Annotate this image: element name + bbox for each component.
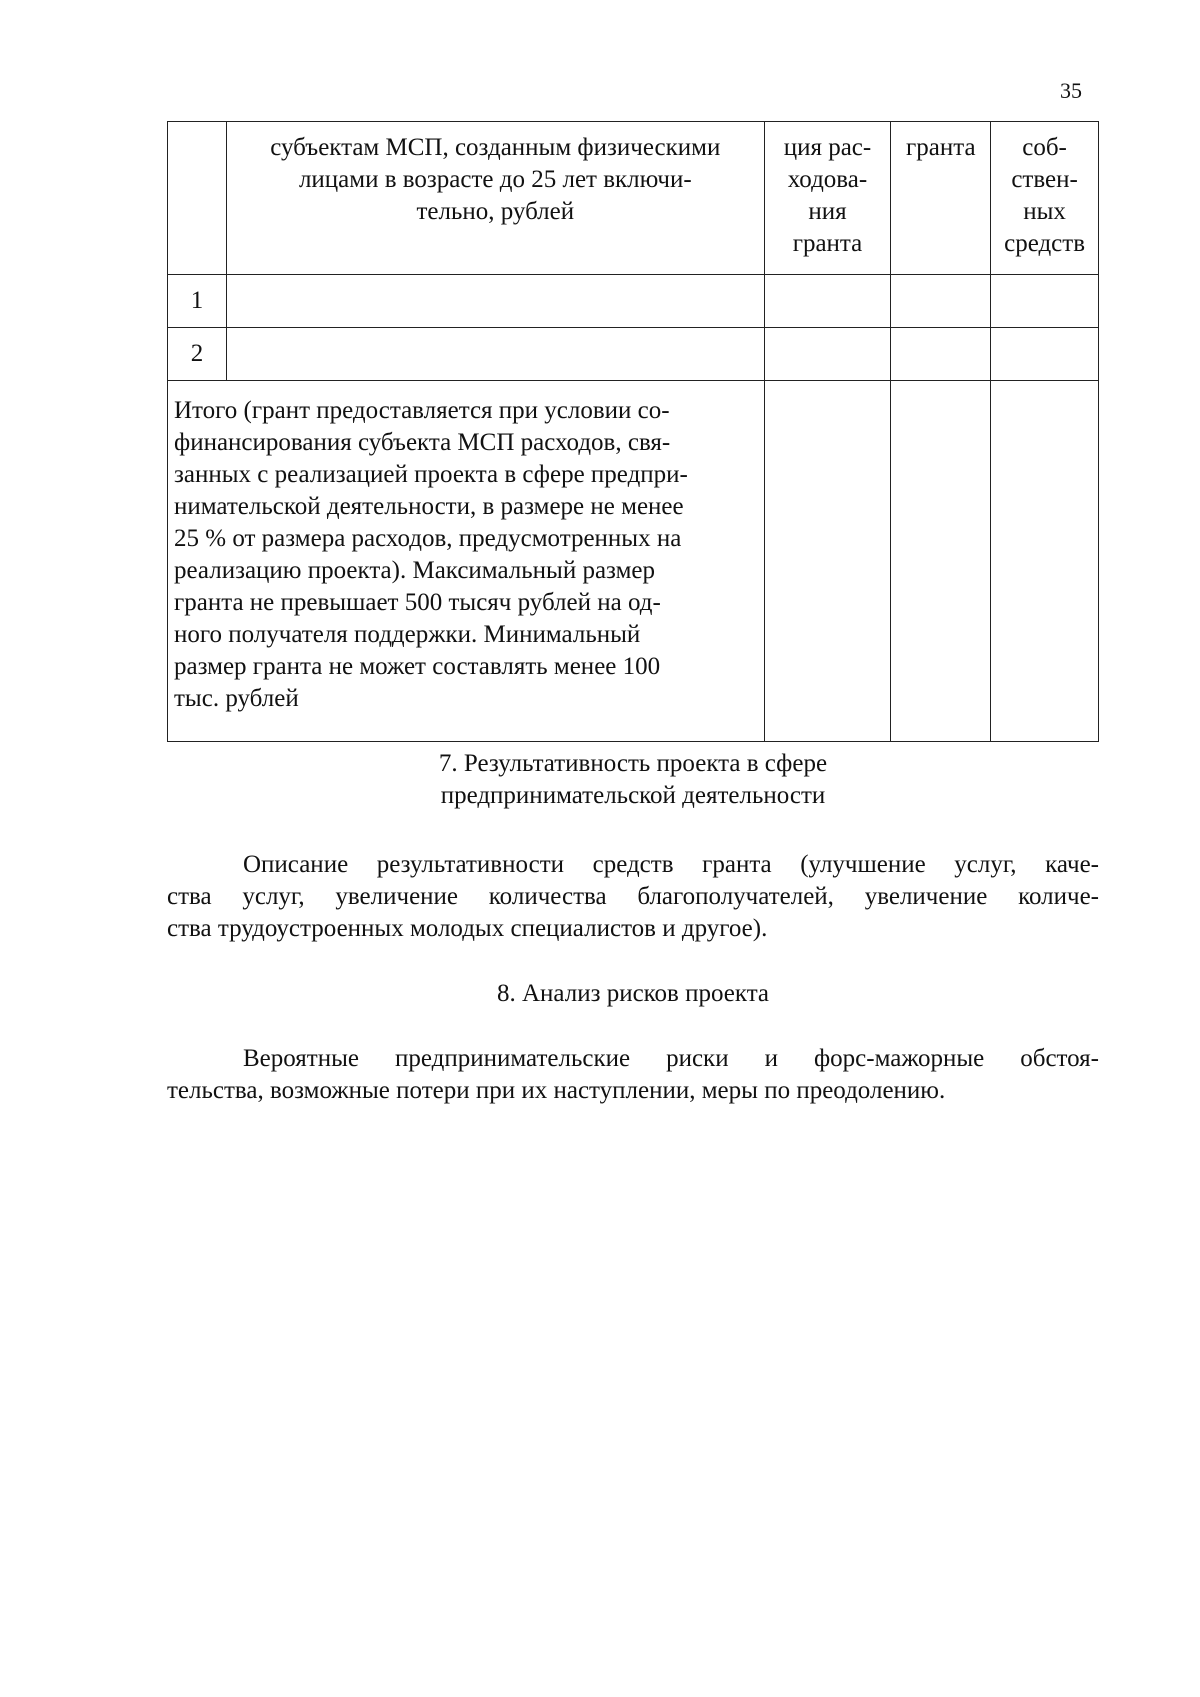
header-own-line: ных xyxy=(1023,198,1066,225)
row-own-funds-cell xyxy=(991,328,1099,381)
header-use-line: гранта xyxy=(792,230,863,257)
section-7-heading-line: 7. Результативность проекта в сфере xyxy=(438,750,828,777)
total-line: размер гранта не может составлять менее 100 xyxy=(174,653,661,680)
row-description-cell xyxy=(227,328,764,381)
header-description-line: лицами в возрасте до 25 лет включи- xyxy=(298,166,692,193)
section-7-text xyxy=(167,849,1099,945)
total-line: ного получателя поддержки. Минимальный xyxy=(174,621,641,648)
total-line: Итого (грант предоставляется при условии со- xyxy=(174,397,670,424)
total-description-cell xyxy=(168,381,765,742)
header-own-line: средств xyxy=(1004,230,1086,257)
header-grant-label: гранта xyxy=(906,134,976,161)
table-row xyxy=(168,328,1099,381)
total-line: нимательской деятельности, в размере не менее xyxy=(174,493,684,520)
header-use-line: ходова- xyxy=(787,166,868,193)
header-description-line: тельно, рублей xyxy=(416,198,575,225)
row-number: 1 xyxy=(168,275,227,328)
header-own-line: ствен- xyxy=(1011,166,1078,193)
row-own-funds-cell xyxy=(991,275,1099,328)
row-use-cell xyxy=(764,275,891,328)
header-use-cell xyxy=(764,122,891,275)
row-grant-cell xyxy=(891,275,991,328)
total-line: 25 % от размера расходов, предусмотренных на xyxy=(174,525,682,552)
total-own-funds-cell xyxy=(991,381,1099,742)
row-grant-cell xyxy=(891,328,991,381)
total-line: гранта не превышает 500 тысяч рублей на од- xyxy=(174,589,661,616)
table-total-row xyxy=(168,381,1099,742)
section-7-heading-line: предпринимательской деятельности xyxy=(440,782,826,809)
total-line: занных с реализацией проекта в сфере предпри- xyxy=(174,461,688,488)
total-line: реализацию проекта). Максимальный размер xyxy=(174,557,655,584)
header-grant-cell xyxy=(891,122,991,275)
total-line: тыс. рублей xyxy=(174,685,299,712)
row-number: 2 xyxy=(168,328,227,381)
section-8-text xyxy=(167,1043,1099,1107)
section-8-heading: 8. Анализ рисков проекта xyxy=(496,980,770,1007)
table-row xyxy=(168,275,1099,328)
header-own-funds-cell xyxy=(991,122,1099,275)
section-7-text-line: ства услуг, увеличение количества благополучателей, увеличение количе- xyxy=(167,883,1099,910)
total-grant-cell xyxy=(891,381,991,742)
header-use-line: ния xyxy=(808,198,847,225)
section-7-text-line: Описание результативности средств гранта (улучшение услуг, каче- xyxy=(243,851,1099,878)
section-8-text-line: тельства, возможные потери при их наступлении, меры по преодолению. xyxy=(167,1077,946,1104)
section-8-text-line: Вероятные предпринимательские риски и форс-мажорные обстоя- xyxy=(243,1045,1099,1072)
table-header-row xyxy=(168,122,1099,275)
header-num-cell xyxy=(168,122,227,275)
header-description-cell xyxy=(227,122,764,275)
section-7-heading xyxy=(167,748,1099,812)
section-7-text-line: ства трудоустроенных молодых специалистов и другое). xyxy=(167,915,768,942)
row-description-cell xyxy=(227,275,764,328)
header-own-line: соб- xyxy=(1022,134,1067,161)
header-description-line: субъектам МСП, созданным физическими xyxy=(270,134,721,161)
page-number: 35 xyxy=(1060,78,1082,103)
grant-cost-table xyxy=(167,121,1099,742)
total-line: финансирования субъекта МСП расходов, свя- xyxy=(174,429,671,456)
total-use-cell xyxy=(764,381,891,742)
header-use-line: ция рас- xyxy=(783,134,872,161)
row-use-cell xyxy=(764,328,891,381)
